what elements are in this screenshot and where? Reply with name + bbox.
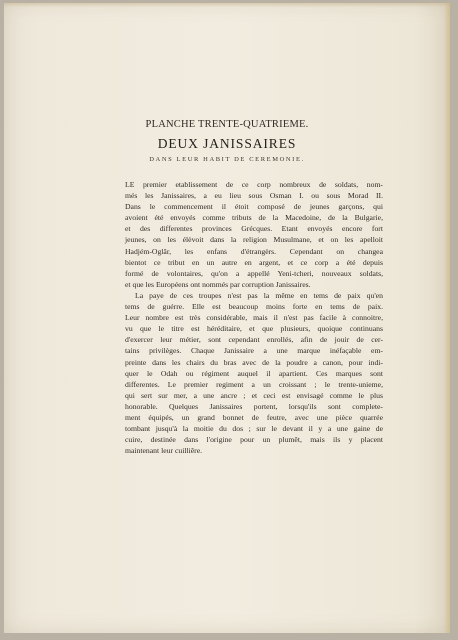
document-page xyxy=(4,3,450,633)
paragraph-1 xyxy=(125,179,383,290)
text-line: et que les Européens ont nommés par corruption Janissaires. xyxy=(125,279,311,289)
document-title: DEUX JANISSAIRES xyxy=(157,136,297,151)
text-line: formé de volontaires, qu'on a appellé Yeni-tcheri, nouveaux soldats, xyxy=(125,268,383,278)
text-line: tains privilèges. Chaque Janissaire a une marque inéfaçable em- xyxy=(125,346,383,356)
text-line: maintenant leur cuilliêre. xyxy=(125,446,203,456)
text-line: vu que le titre est héréditaire, et que plusieurs, quoique continuans xyxy=(125,324,383,334)
text-line: més les Janissaires, a eu lieu sous Osman I. ou sous Morad II. xyxy=(125,191,383,201)
paper-top-edge xyxy=(4,3,450,7)
text-line: Leur nombre est très considérable, mais il n'est pas facile à connoitre, xyxy=(125,313,383,323)
text-line: La paye de ces troupes n'est pas la même en tems de paix qu'en xyxy=(135,290,383,300)
text-line: cuire, destinée dans l'origine pour un plumêt, mais ils y placent xyxy=(125,435,383,445)
text-line: d'exercer leur métier, sont cependant enrollés, afin de jouir de cer- xyxy=(125,335,383,345)
text-line: et des differentes provinces Grécques. Etant envoyés encore fort xyxy=(125,224,383,234)
text-line: LE premier etablissement de ce corp nombreux de soldats, nom- xyxy=(125,180,383,189)
text-line: differentes. Le premier regiment a un croissant ; le trente-unieme, xyxy=(125,379,383,389)
plate-heading: PLANCHE TRENTE-QUATRIEME. xyxy=(145,119,309,130)
text-line: avoient été envoyés comme tributs de la Macedoine, de la Bulgarie, xyxy=(125,213,383,223)
text-line: bientot ce tribut en un autre en argent, et ce corp a été depuis xyxy=(125,257,383,267)
paragraph-2 xyxy=(125,290,383,456)
text-line: qui sert sur mer, a une ancre ; et ceci est envisagé comme le plus xyxy=(125,390,383,400)
text-line: tems de guérre. Elle est beaucoup moins forte en tems de paix. xyxy=(125,302,383,312)
text-line: tombant jusqu'à la moitie du dos ; sur le devant il y a une gaine de xyxy=(125,424,383,434)
paper-right-edge xyxy=(444,3,450,633)
text-line: Dans le commencement il étoit composé de jeunes garçons, qui xyxy=(125,202,383,212)
text-line: preinte dans les chairs du bras avec de la poudre a canon, pour indi- xyxy=(125,357,383,367)
text-line: quer le Odah ou régiment auquel il apartient. Ces marques sont xyxy=(125,368,383,378)
text-line: jeunes, on les élèvoit dans la religion Musulmane, et on les apelloit xyxy=(125,235,383,245)
document-subtitle: DANS LEUR HABIT DE CEREMONIE. xyxy=(149,156,305,163)
text-line: ment équipés, un grand bonnet de feutre, avec une pièce quarrée xyxy=(125,412,383,422)
body-text xyxy=(125,179,383,456)
text-line: Hadjém-Oglâr, les enfans d'étrangèrs. Cependant on changea xyxy=(125,246,383,256)
text-line: honorable. Quelques Janissaires portent, lorsqu'ils sont complete- xyxy=(125,401,383,411)
